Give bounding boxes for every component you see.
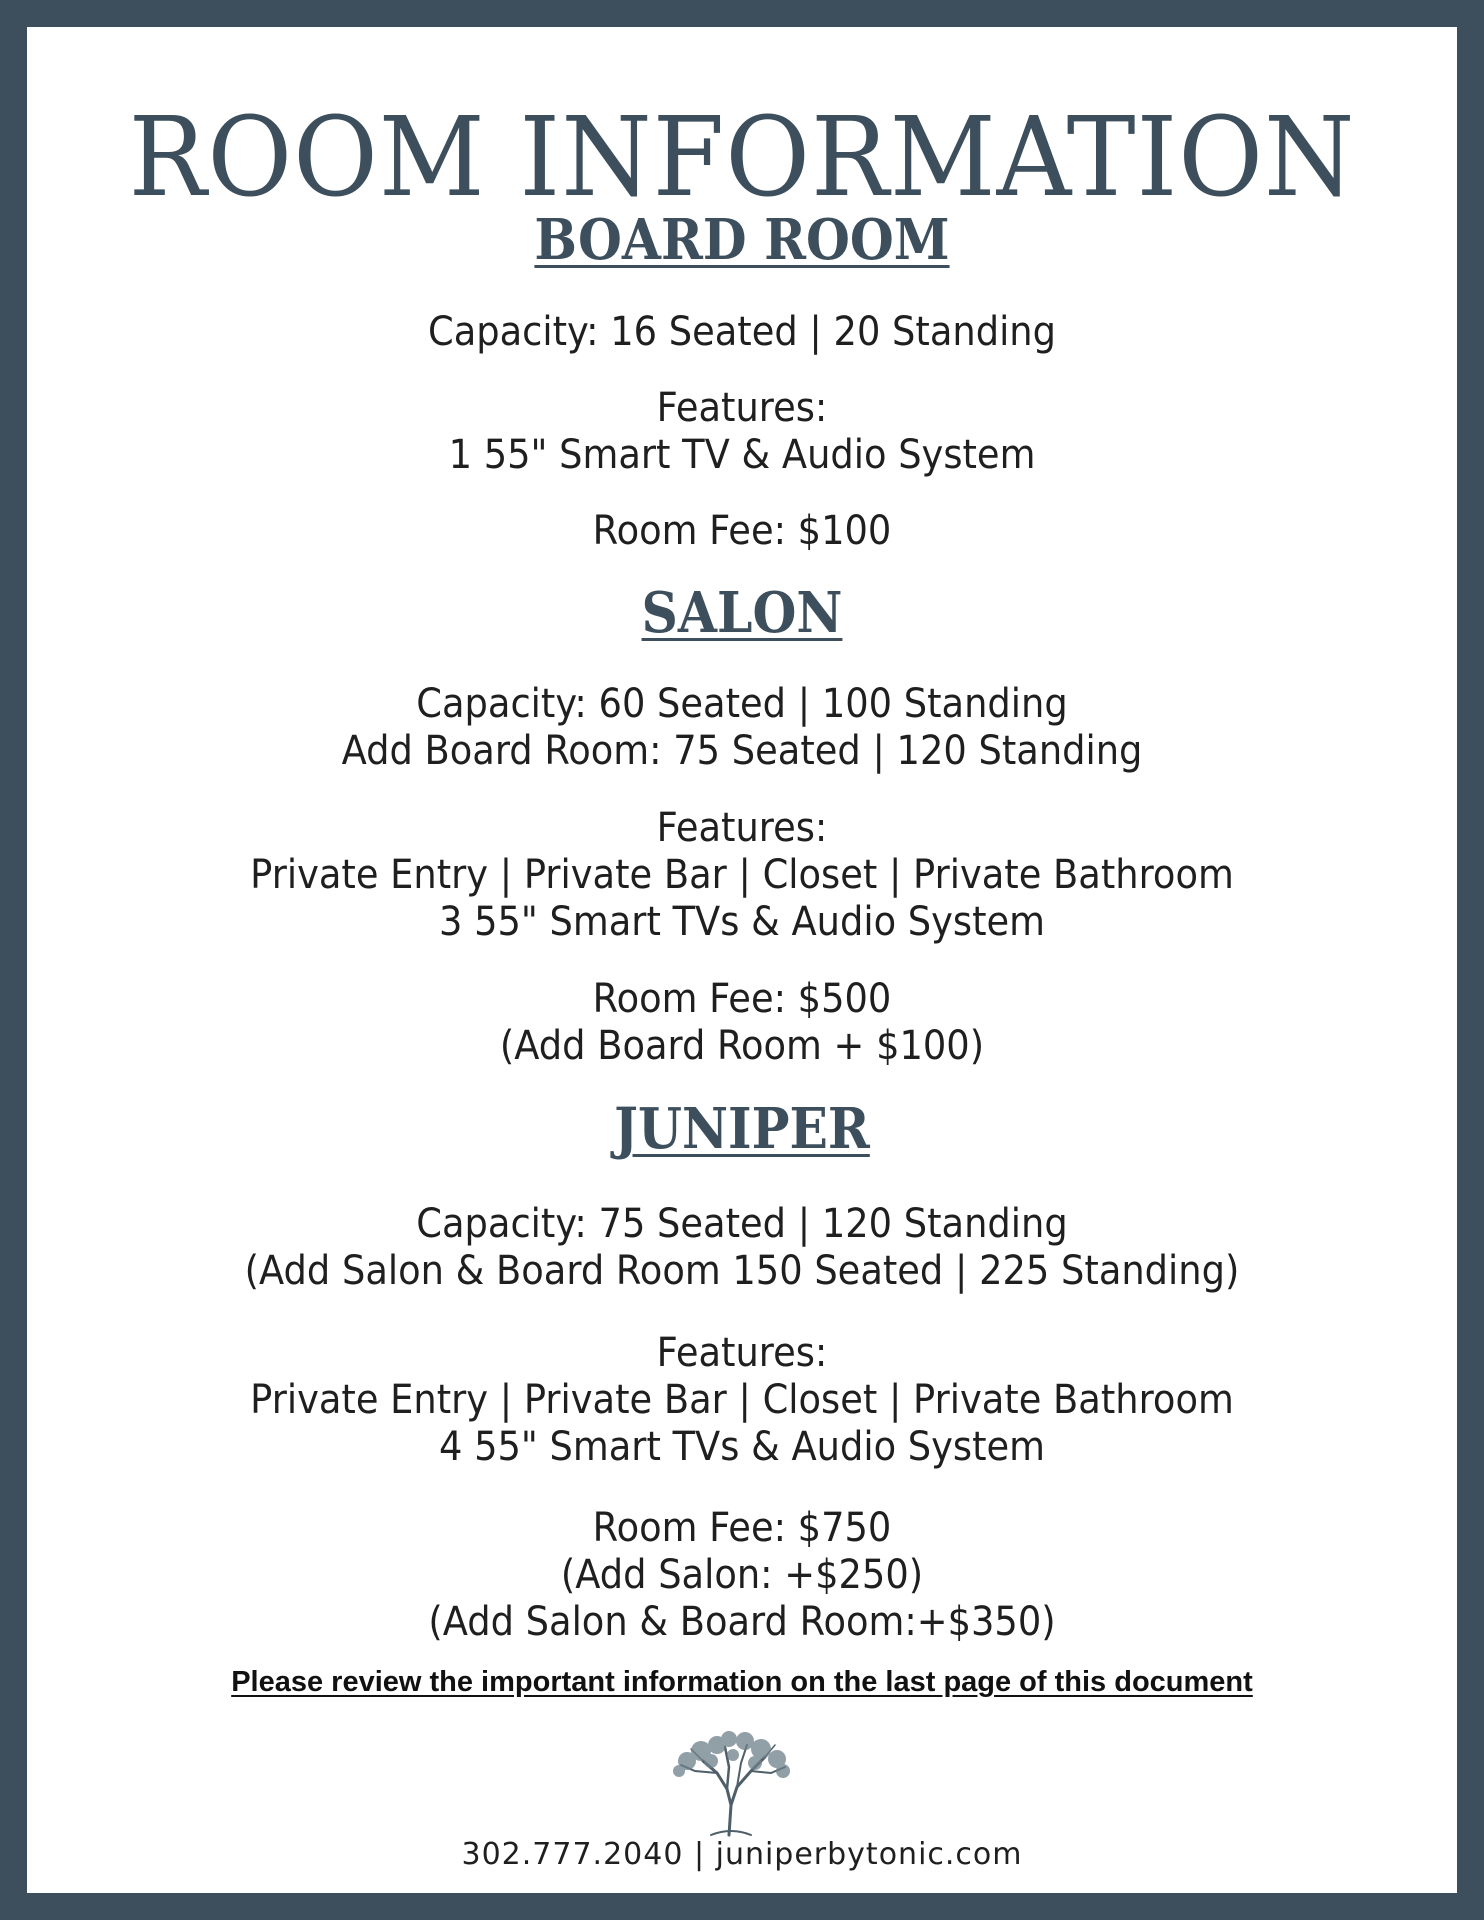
salon-fee: Room Fee: $500 [592,976,892,1022]
juniper-capacity-combined: (Add Salon & Board Room 150 Seated | 225 Standing) [244,1248,1240,1294]
juniper-feature: 4 55" Smart TVs & Audio System [438,1424,1046,1470]
juniper-fee: Room Fee: $750 [592,1505,892,1551]
room-information-page [27,27,1457,1893]
board-room-features-label: Features: [656,385,828,431]
salon-fee-addon: (Add Board Room + $100) [499,1023,985,1069]
important-info-notice: Please review the important information on the last page of this document [231,1666,1253,1698]
salon-features-label: Features: [656,805,828,851]
juniper-fee-addon: (Add Salon & Board Room:+$350) [428,1599,1056,1645]
juniper-feature: Private Entry | Private Bar | Closet | Private Bathroom [250,1377,1234,1423]
contact-footer: 302.777.2040 | juniperbytonic.com [461,1837,1023,1872]
page-title: ROOM INFORMATION [128,93,1356,221]
juniper-fee-addon: (Add Salon: +$250) [560,1552,924,1598]
juniper-heading: JUNIPER [614,1096,870,1162]
salon-capacity-combined: Add Board Room: 75 Seated | 120 Standing [341,728,1143,774]
board-room-feature: 1 55" Smart TV & Audio System [448,432,1036,478]
board-room-fee: Room Fee: $100 [592,508,892,554]
salon-feature: 3 55" Smart TVs & Audio System [438,899,1046,945]
tree-icon [667,1727,797,1847]
board-room-capacity: Capacity: 16 Seated | 20 Standing [427,309,1056,355]
salon-heading: SALON [641,580,843,646]
juniper-capacity: Capacity: 75 Seated | 120 Standing [416,1201,1068,1247]
salon-capacity: Capacity: 60 Seated | 100 Standing [416,681,1068,727]
board-room-heading: BOARD ROOM [534,207,950,273]
salon-feature: Private Entry | Private Bar | Closet | Private Bathroom [250,852,1234,898]
juniper-features-label: Features: [656,1330,828,1376]
